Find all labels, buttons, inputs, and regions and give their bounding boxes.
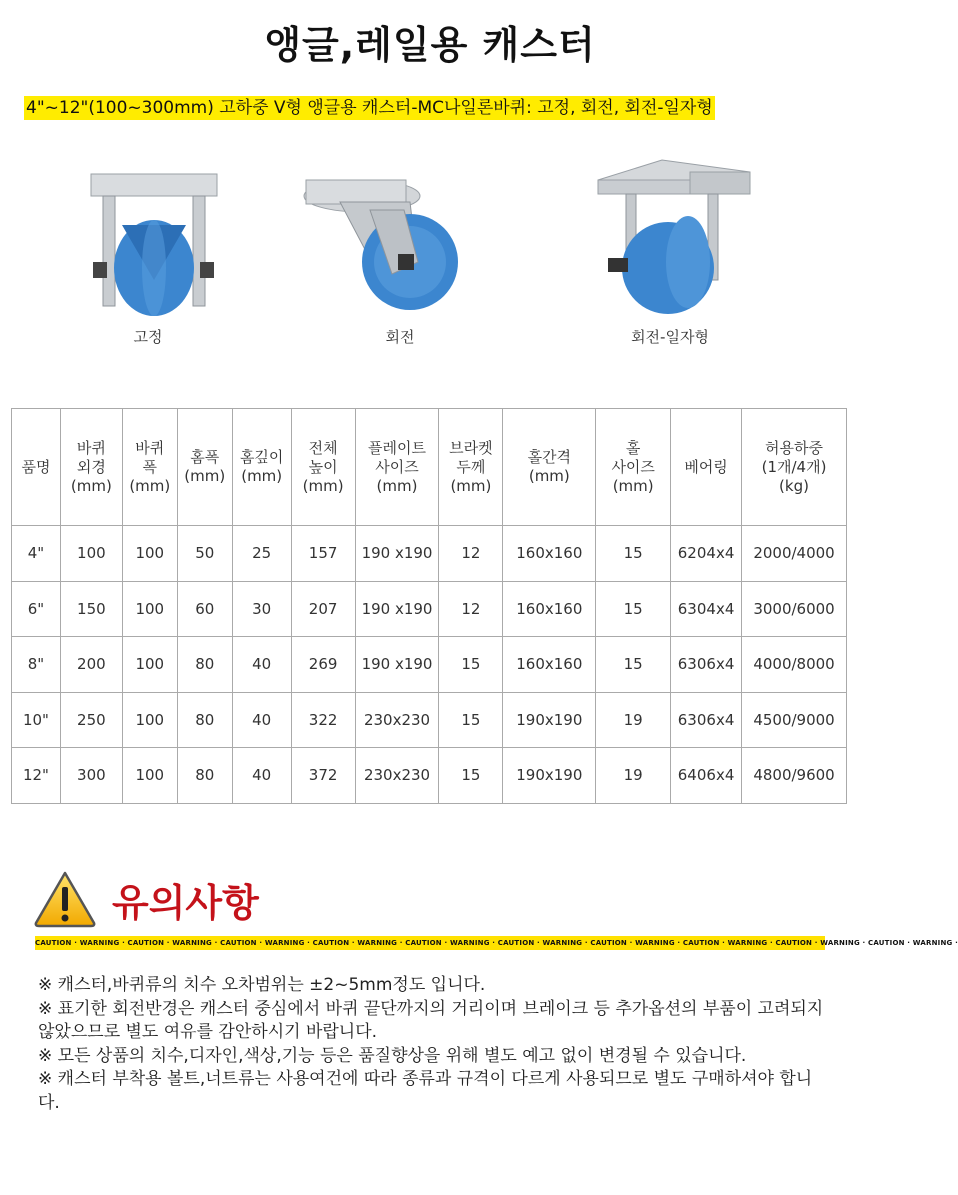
product-fixed <box>48 150 248 350</box>
column-header: 베어링 <box>671 409 742 526</box>
column-header: 홀간격 (mm) <box>503 409 596 526</box>
product-swivel-flat <box>570 150 770 350</box>
note-item: ※ 모든 상품의 치수,디자인,색상,기능 등은 품질향상을 위해 별도 예고 없이 변경될 수 있습니다. <box>38 1045 747 1066</box>
note-item: ※ 표기한 회전반경은 캐스터 중심에서 바퀴 끝단까지의 거리이며 브레이크 등 추가옵션의 부품이 고려되지 않았으므로 별도 여유를 감안하시기 바랍니다. <box>38 998 824 1042</box>
table-cell: 4500/9000 <box>742 692 847 748</box>
column-header: 홈깊이 (mm) <box>232 409 291 526</box>
table-row <box>12 637 847 693</box>
swivel-flat-caster-icon <box>570 150 770 320</box>
table-cell: 190x190 <box>503 692 596 748</box>
table-cell: 40 <box>232 748 291 804</box>
table-cell: 12 <box>439 581 503 637</box>
table-cell: 30 <box>232 581 291 637</box>
table-cell: 6" <box>12 581 61 637</box>
table-cell: 12" <box>12 748 61 804</box>
product-photos <box>0 150 860 350</box>
table-cell: 300 <box>60 748 122 804</box>
table-cell: 100 <box>122 581 177 637</box>
table-cell: 19 <box>596 692 671 748</box>
table-cell: 50 <box>177 526 232 582</box>
table-cell: 100 <box>122 692 177 748</box>
table-cell: 80 <box>177 748 232 804</box>
product-swivel <box>300 150 500 350</box>
table-cell: 60 <box>177 581 232 637</box>
table-row <box>12 692 847 748</box>
table-cell: 40 <box>232 637 291 693</box>
table-cell: 15 <box>439 692 503 748</box>
table-row <box>12 748 847 804</box>
table-cell: 6306x4 <box>671 637 742 693</box>
product-caption-swivel-flat: 회전-일자형 <box>631 328 709 346</box>
product-caption-swivel: 회전 <box>385 328 415 346</box>
table-cell: 160x160 <box>503 526 596 582</box>
column-header: 바퀴 외경 (mm) <box>60 409 122 526</box>
table-header-row <box>12 409 847 526</box>
table-cell: 15 <box>439 748 503 804</box>
column-header: 허용하중 (1개/4개) (kg) <box>742 409 847 526</box>
swivel-caster-icon <box>300 150 500 320</box>
product-caption-fixed: 고정 <box>133 328 163 346</box>
page-title: 앵글,레일용 캐스터 <box>264 23 596 67</box>
table-cell: 12 <box>439 526 503 582</box>
table-cell: 8" <box>12 637 61 693</box>
table-cell: 80 <box>177 692 232 748</box>
table-cell: 15 <box>596 526 671 582</box>
column-header: 전체 높이 (mm) <box>291 409 355 526</box>
table-cell: 150 <box>60 581 122 637</box>
table-cell: 15 <box>439 637 503 693</box>
table-row <box>12 526 847 582</box>
table-cell: 6204x4 <box>671 526 742 582</box>
table-cell: 19 <box>596 748 671 804</box>
table-row <box>12 581 847 637</box>
table-cell: 190x190 <box>503 748 596 804</box>
note-item: ※ 캐스터,바퀴류의 치수 오차범위는 ±2~5mm정도 입니다. <box>38 975 486 995</box>
column-header: 플레이트 사이즈 (mm) <box>355 409 439 526</box>
table-cell: 40 <box>232 692 291 748</box>
caution-title: 유의사항 <box>112 881 259 925</box>
caution-tape: CAUTION · WARNING · CAUTION · WARNING · CAUTION · WARNING · CAUTION · WARNING · CAUTION · WARNING · CAUTION · WARNING · CAUTION · WARNING · CAUTION · WARNING · CAUTION · WARNING · CAUTION · WARNING · <box>35 936 825 950</box>
table-cell: 4800/9600 <box>742 748 847 804</box>
table-cell: 6406x4 <box>671 748 742 804</box>
product-subtitle: 4"~12"(100~300mm) 고하중 V형 앵글용 캐스터-MC나일론바퀴: 고정, 회전, 회전-일자형 <box>26 98 713 118</box>
table-cell: 100 <box>60 526 122 582</box>
table-cell: 190 x190 <box>355 526 439 582</box>
column-header: 품명 <box>12 409 61 526</box>
table-cell: 4000/8000 <box>742 637 847 693</box>
table-cell: 190 x190 <box>355 637 439 693</box>
table-cell: 100 <box>122 748 177 804</box>
table-cell: 269 <box>291 637 355 693</box>
table-cell: 4" <box>12 526 61 582</box>
column-header: 브라켓 두께 (mm) <box>439 409 503 526</box>
caution-notes <box>38 974 828 1115</box>
table-cell: 15 <box>596 581 671 637</box>
table-cell: 3000/6000 <box>742 581 847 637</box>
table-cell: 157 <box>291 526 355 582</box>
table-cell: 10" <box>12 692 61 748</box>
fixed-caster-icon <box>48 150 248 320</box>
table-cell: 372 <box>291 748 355 804</box>
table-cell: 322 <box>291 692 355 748</box>
table-cell: 100 <box>122 637 177 693</box>
table-cell: 80 <box>177 637 232 693</box>
column-header: 홈폭 (mm) <box>177 409 232 526</box>
table-cell: 200 <box>60 637 122 693</box>
table-cell: 100 <box>122 526 177 582</box>
table-cell: 6304x4 <box>671 581 742 637</box>
spec-table <box>11 408 847 804</box>
column-header: 바퀴 폭 (mm) <box>122 409 177 526</box>
table-cell: 160x160 <box>503 581 596 637</box>
table-cell: 250 <box>60 692 122 748</box>
warning-triangle-icon <box>33 870 97 928</box>
table-cell: 6306x4 <box>671 692 742 748</box>
table-cell: 190 x190 <box>355 581 439 637</box>
table-cell: 160x160 <box>503 637 596 693</box>
table-cell: 207 <box>291 581 355 637</box>
column-header: 홀 사이즈 (mm) <box>596 409 671 526</box>
table-cell: 230x230 <box>355 692 439 748</box>
table-cell: 2000/4000 <box>742 526 847 582</box>
note-item: ※ 캐스터 부착용 볼트,너트류는 사용여건에 따라 종류과 규격이 다르게 사용되므로 별도 구매하셔야 합니다. <box>38 1069 813 1113</box>
table-cell: 15 <box>596 637 671 693</box>
table-cell: 230x230 <box>355 748 439 804</box>
table-cell: 25 <box>232 526 291 582</box>
